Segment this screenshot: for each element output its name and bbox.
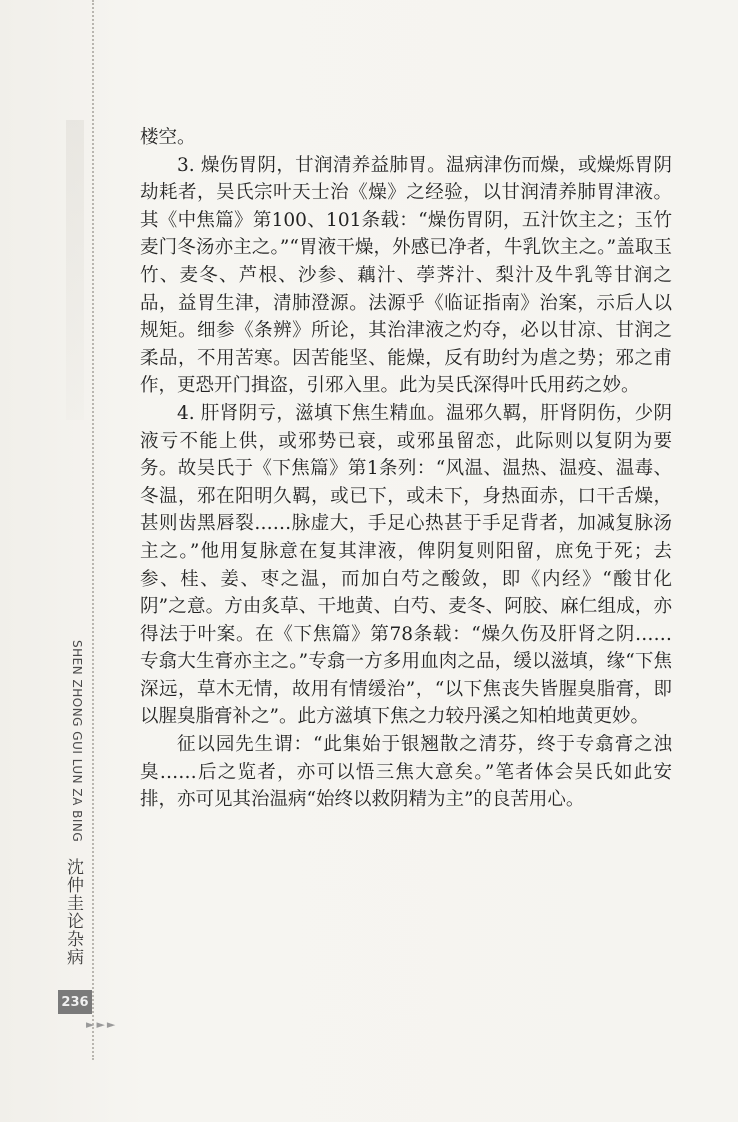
running-head-pinyin: SHEN ZHONG GUI LUN ZA BING: [70, 640, 84, 843]
show-through-shadow: [66, 120, 84, 420]
paragraph-continuation: 楼空。: [140, 127, 196, 148]
arrow-marks-icon: ►►►: [86, 1018, 118, 1031]
page-number-badge: 236: [58, 990, 92, 1014]
paragraph-item-3: 3. 燥伤胃阴，甘润清养益肺胃。温病津伤而燥，或燥烁胃阴劫耗者，吴氏宗叶天士治《燥》之经验，以甘润清养肺胃津液。其《中焦篇》第100、101条载：“燥伤胃阴，五汁饮主之；玉竹麦门冬汤亦主之。”“胃液干燥，外感已净者，牛乳饮主之。”盖取玉竹、麦冬、芦根、沙参、藕汁、荸荠汁、梨汁及牛乳等甘润之品，益胃生津，清肺澄源。法源乎《临证指南》治案，示后人以规矩。细参《条辨》所论，其治津液之灼夺，必以甘凉、甘润之柔品，不用苦寒。因苦能坚、能燥，反有助纣为虐之势；邪之甫作，更恐开门揖盗，引邪入里。此为吴氏深得叶氏用药之妙。: [140, 154, 672, 397]
body-text: [140, 124, 672, 814]
binding-edge-dotted-line: [92, 0, 94, 1060]
running-head-title: 沈仲圭论杂病: [63, 858, 83, 966]
paragraph-item-4: 4. 肝肾阴亏，滋填下焦生精血。温邪久羁，肝肾阴伤，少阴液亏不能上供，或邪势已衰，或邪虽留恋，此际则以复阴为要务。故吴氏于《下焦篇》第1条列：“风温、温热、温疫、温毒、冬温，邪在阳明久羁，或已下，或未下，身热面赤，口干舌燥，甚则齿黑唇裂……脉虚大，手足心热甚于手足背者，加减复脉汤主之。”他用复脉意在复其津液，俾阴复则阳留，庶免于死；去参、桂、姜、枣之温，而加白芍之酸敛，即《内经》“酸甘化阴”之意。方由炙草、干地黄、白芍、麦冬、阿胶、麻仁组成，亦得法于叶案。在《下焦篇》第78条载：“燥久伤及肝肾之阴……专翕大生膏亦主之。”专翕一方多用血肉之品，缓以滋填，缘“下焦深远，草木无情，故用有情缓治”，“以下焦丧失皆腥臭脂膏，即以腥臭脂膏补之”。此方滋填下焦之力较丹溪之知柏地黄更妙。: [140, 402, 672, 728]
paragraph-conclusion: 征以园先生谓：“此集始于银翘散之清芬，终于专翕膏之浊臭……后之览者，亦可以悟三焦大意矣。”笔者体会吴氏如此安排，亦可见其治温病“始终以救阴精为主”的良苦用心。: [140, 734, 672, 811]
